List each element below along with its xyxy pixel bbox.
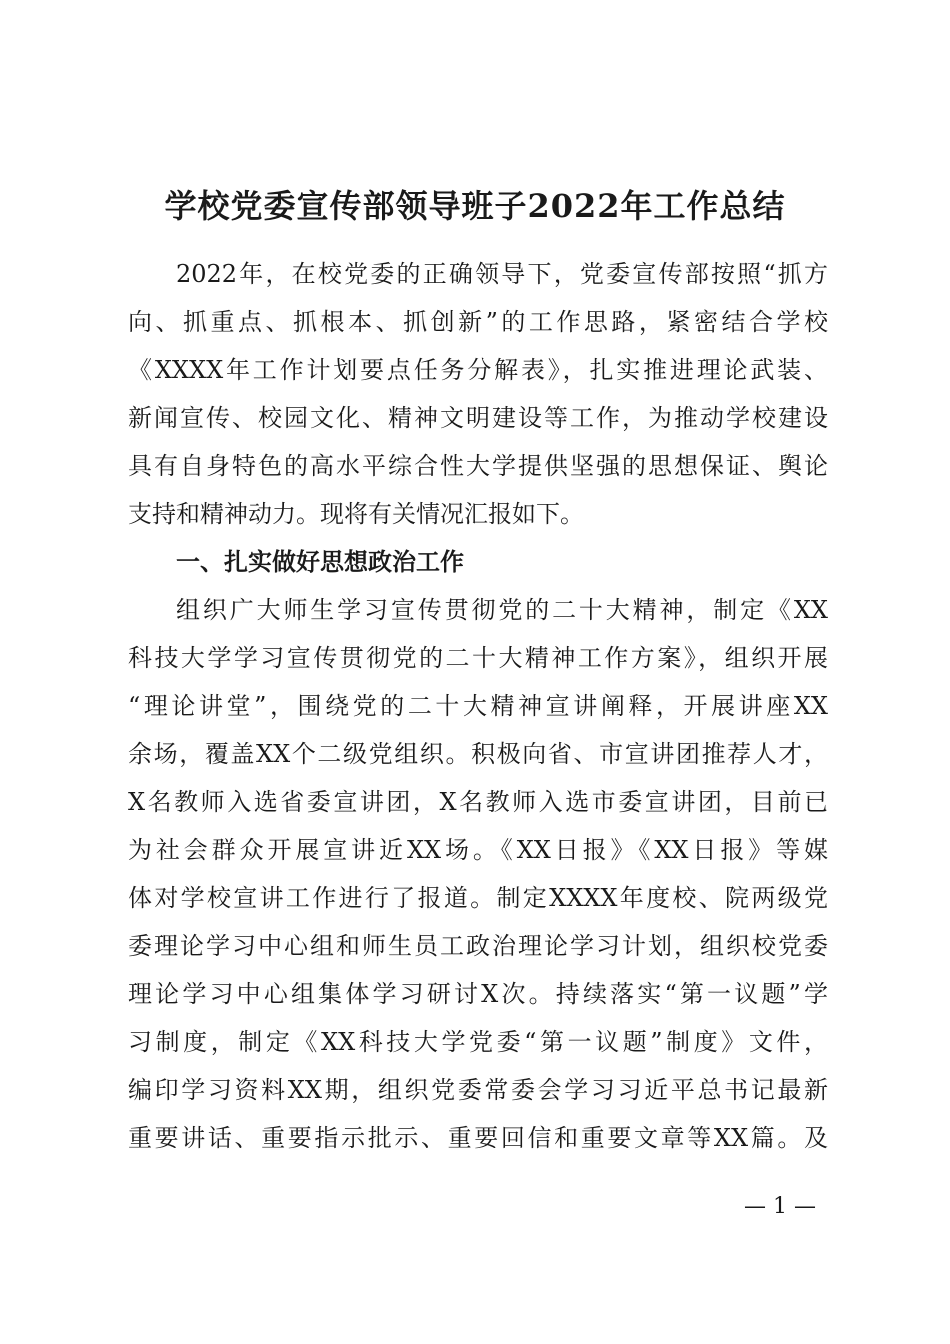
- body-line: X名教师入选省委宣讲团，X名教师入选市委宣讲团，目前已: [128, 788, 828, 816]
- body-line: 理论学习中心组集体学习研讨X次。持续落实“第一议题”学: [128, 980, 828, 1008]
- intro-line: 支持和精神动力。现将有关情况汇报如下。: [128, 500, 584, 528]
- body-line: 体对学校宣讲工作进行了报道。制定XXXX年度校、院两级党: [128, 884, 828, 912]
- body-line: 习制度，制定《XX科技大学党委“第一议题”制度》文件，: [128, 1028, 828, 1056]
- body-line: 重要讲话、重要指示批示、重要回信和重要文章等XX篇。及: [128, 1124, 828, 1152]
- intro-line: 具有自身特色的高水平综合性大学提供坚强的思想保证、舆论: [128, 452, 828, 480]
- body-line: 科技大学学习宣传贯彻党的二十大精神工作方案》，组织开展: [128, 644, 828, 672]
- body-line: “理论讲堂”，围绕党的二十大精神宣讲阐释，开展讲座XX: [128, 692, 828, 720]
- body-line: 委理论学习中心组和师生员工政治理论学习计划，组织校党委: [128, 932, 828, 960]
- intro-line: 向、抓重点、抓根本、抓创新”的工作思路，紧密结合学校: [128, 308, 828, 336]
- intro-line: 新闻宣传、校园文化、精神文明建设等工作，为推动学校建设: [128, 404, 828, 432]
- body-line: 为社会群众开展宣讲近XX场。《XX日报》《XX日报》等媒: [128, 836, 828, 864]
- page-number: — 1 —: [744, 1194, 816, 1219]
- body-line: 余场，覆盖XX个二级党组织。积极向省、市宣讲团推荐人才，: [128, 740, 828, 768]
- document-title: 学校党委宣传部领导班子2022年工作总结: [164, 187, 786, 225]
- intro-line: 《XXXX年工作计划要点任务分解表》，扎实推进理论武装、: [128, 356, 828, 384]
- intro-line: 2022年，在校党委的正确领导下，党委宣传部按照“抓方: [176, 260, 828, 288]
- body-line: 编印学习资料XX期，组织党委常委会学习习近平总书记最新: [128, 1076, 828, 1104]
- body-line: 组织广大师生学习宣传贯彻党的二十大精神，制定《XX: [176, 596, 828, 624]
- section-heading: 一、扎实做好思想政治工作: [176, 548, 464, 576]
